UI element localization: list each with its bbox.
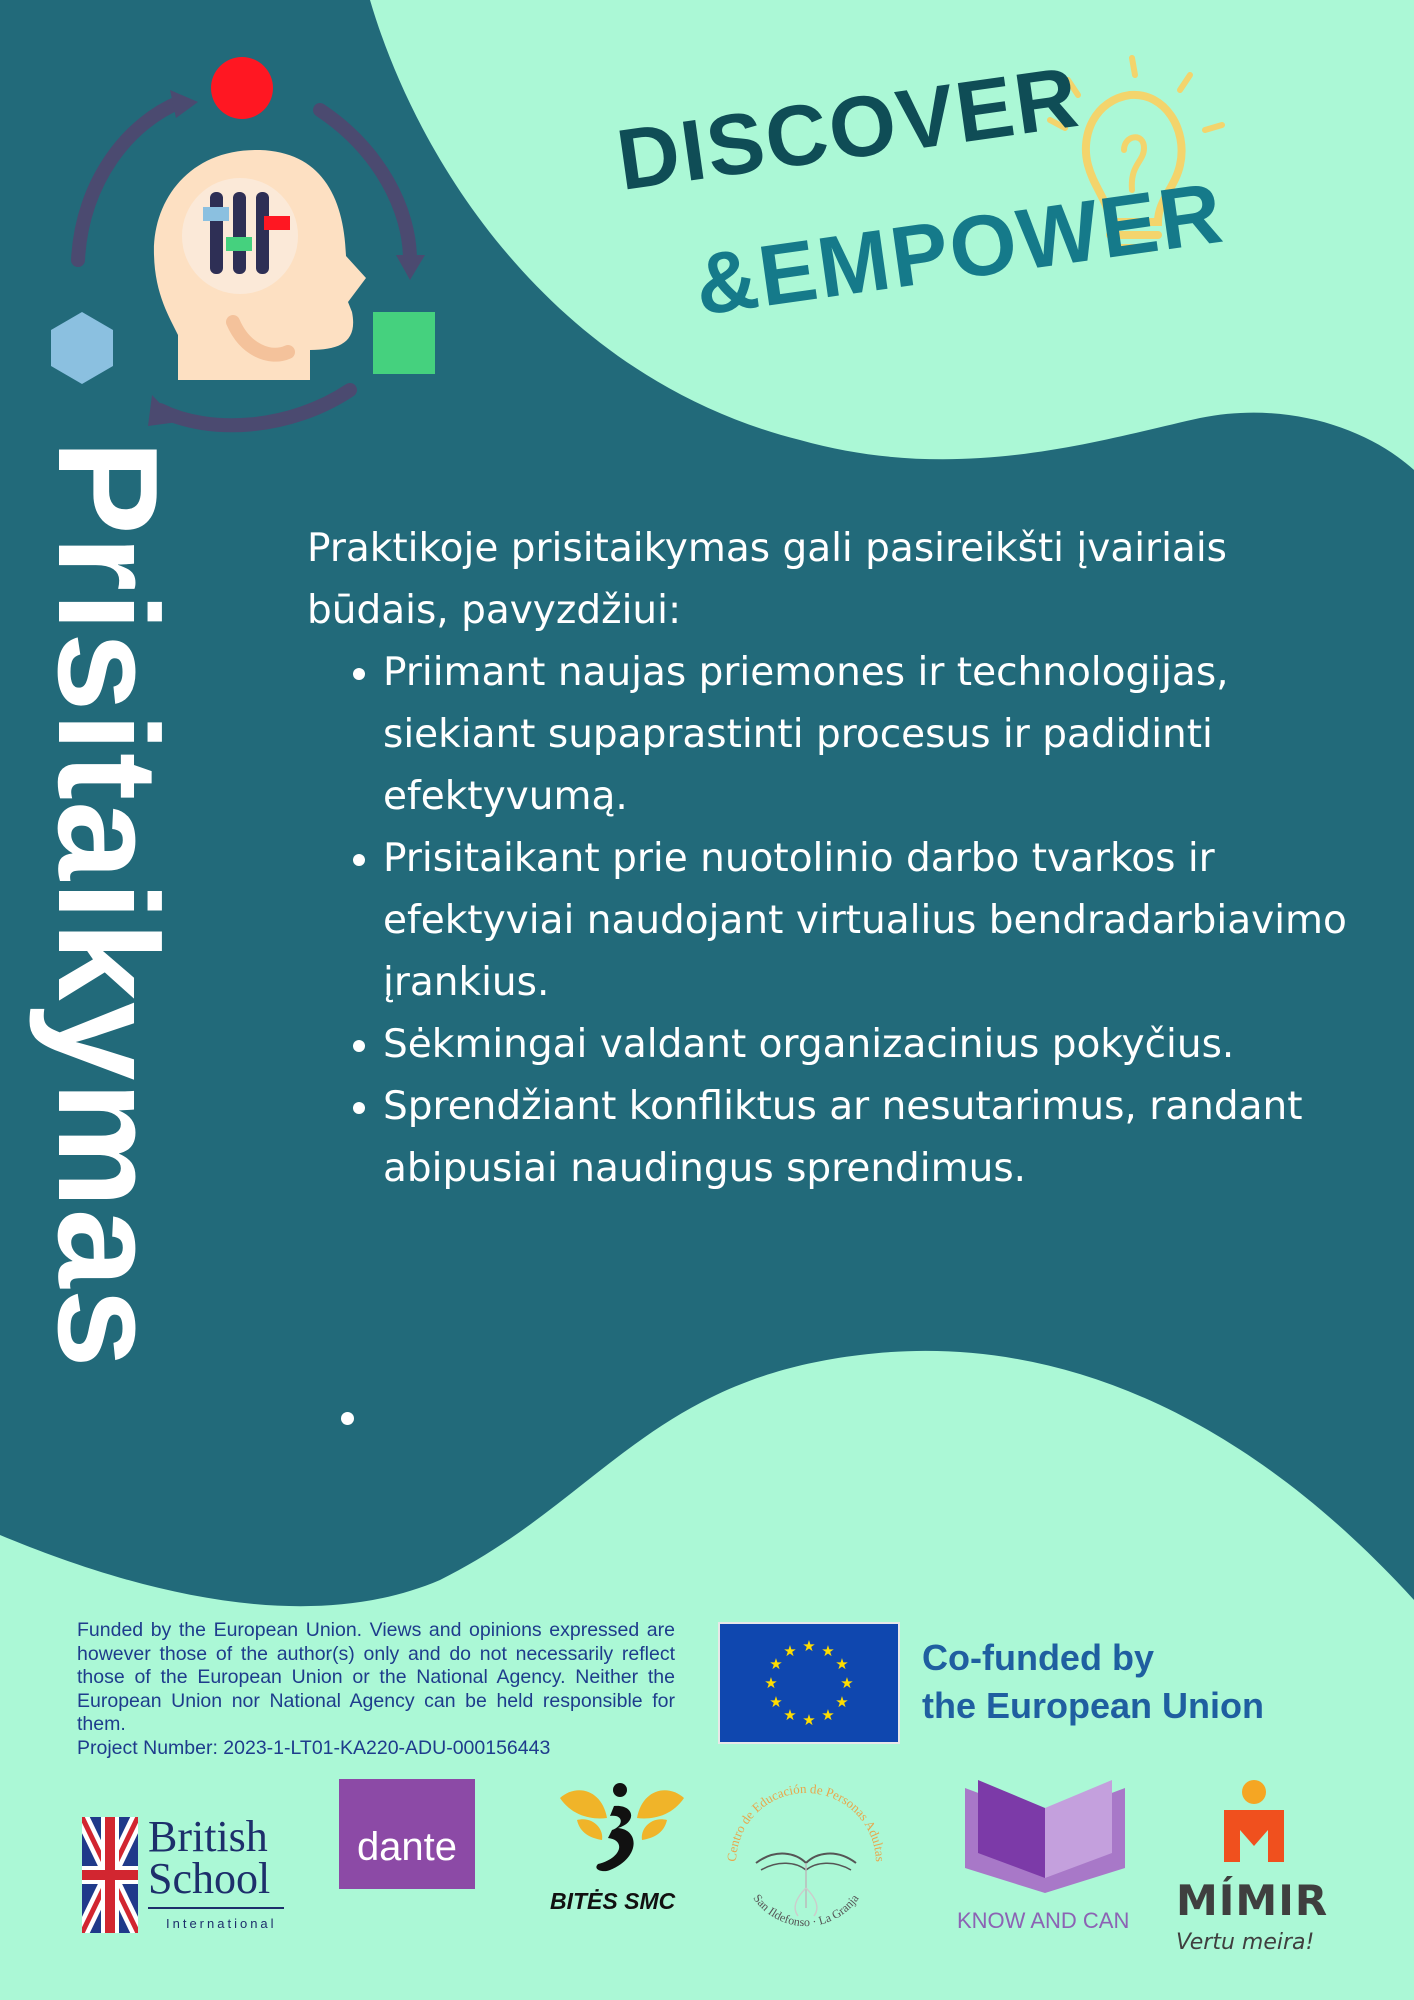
centro-arc-text: Centro de Educación de Personas Adultas <box>723 1780 889 1863</box>
british-school-line-2: School <box>148 1854 271 1903</box>
svg-text:★: ★ <box>783 1642 797 1660</box>
british-school-rule <box>148 1907 284 1911</box>
intro-text: Praktikoje prisitaikymas gali pasireikšti įvairiais būdais, pavyzdžiui: <box>307 526 1227 633</box>
list-item: • Sėkmingai valdant organizacinius pokyčius. <box>383 1014 1367 1076</box>
svg-text:★: ★ <box>835 1693 849 1711</box>
centro-educacion-logo <box>716 1768 896 1938</box>
eu-cofunded-logo <box>718 1622 1308 1746</box>
bites-label: BITĖS SMC <box>550 1888 676 1914</box>
list-item: • Sprendžiant konfliktus ar nesutarimus, randant abipusiai naudingus sprendimus. <box>383 1076 1367 1200</box>
logo-line-2: &EMPOWER <box>689 164 1230 334</box>
svg-text:Centro de Educación de Persona <box>724 1781 888 1862</box>
mimir-label: MÍMIR <box>1176 1876 1329 1925</box>
svg-text:★: ★ <box>802 1711 816 1729</box>
discover-empower-logo <box>610 40 1260 380</box>
project-number: Project Number: 2023-1-LT01-KA220-ADU-000156443 <box>77 1736 551 1759</box>
svg-text:★: ★ <box>769 1655 783 1673</box>
svg-text:★: ★ <box>821 1706 835 1724</box>
list-item: • Prisitaikant prie nuotolinio darbo tvarkos ir efektyviai naudojant virtualius bendradarbiavimo įrankius. <box>383 828 1367 1014</box>
bites-butterfly-icon <box>552 1778 692 1888</box>
british-school-sub: International <box>166 1916 277 1931</box>
eu-stars <box>720 1624 898 1742</box>
page-title: Prisitaikymas <box>28 440 187 1369</box>
british-school-line-1: British <box>148 1812 268 1861</box>
british-school-logo <box>148 1812 271 1903</box>
mimir-figure-icon <box>1220 1778 1288 1864</box>
body-content <box>307 518 1367 1200</box>
union-jack-icon <box>82 1817 138 1933</box>
svg-text:★: ★ <box>802 1637 816 1655</box>
svg-text:★: ★ <box>769 1693 783 1711</box>
disclaimer-text: Funded by the European Union. Views and opinions expressed are however those of the author(s) only and do not necessarily reflect those of the European Union or the National Agency. Neither the European Union nor National Agency can be held responsible for them. <box>77 1619 675 1735</box>
eu-flag-icon <box>718 1622 900 1744</box>
mimir-tagline: Vertu meira! <box>1176 1930 1315 1955</box>
svg-text:★: ★ <box>840 1674 854 1692</box>
list-item: • Priimant naujas priemones ir technologijas, siekiant supaprastinti procesus ir padidinti efektyvumą. <box>383 642 1367 828</box>
eu-line-2: the European Union <box>922 1685 1264 1726</box>
funding-disclaimer <box>77 1619 675 1760</box>
centro-bottom-text: San Ildefonso · La Granja <box>750 1891 862 1930</box>
bullet-list <box>307 642 1367 1200</box>
book-icon <box>960 1778 1130 1898</box>
know-and-can-label: KNOW AND CAN <box>957 1908 1130 1933</box>
eu-label <box>922 1634 1264 1730</box>
svg-text:★: ★ <box>835 1655 849 1673</box>
head-sliders-icon <box>40 50 450 440</box>
svg-text:★: ★ <box>783 1706 797 1724</box>
empty-bullet <box>341 1412 354 1425</box>
eu-line-1: Co-funded by <box>922 1637 1154 1678</box>
dante-label: dante <box>356 1825 458 1869</box>
svg-text:★: ★ <box>764 1674 778 1692</box>
logo-line-1: DISCOVER <box>611 49 1086 209</box>
svg-text:★: ★ <box>821 1642 835 1660</box>
